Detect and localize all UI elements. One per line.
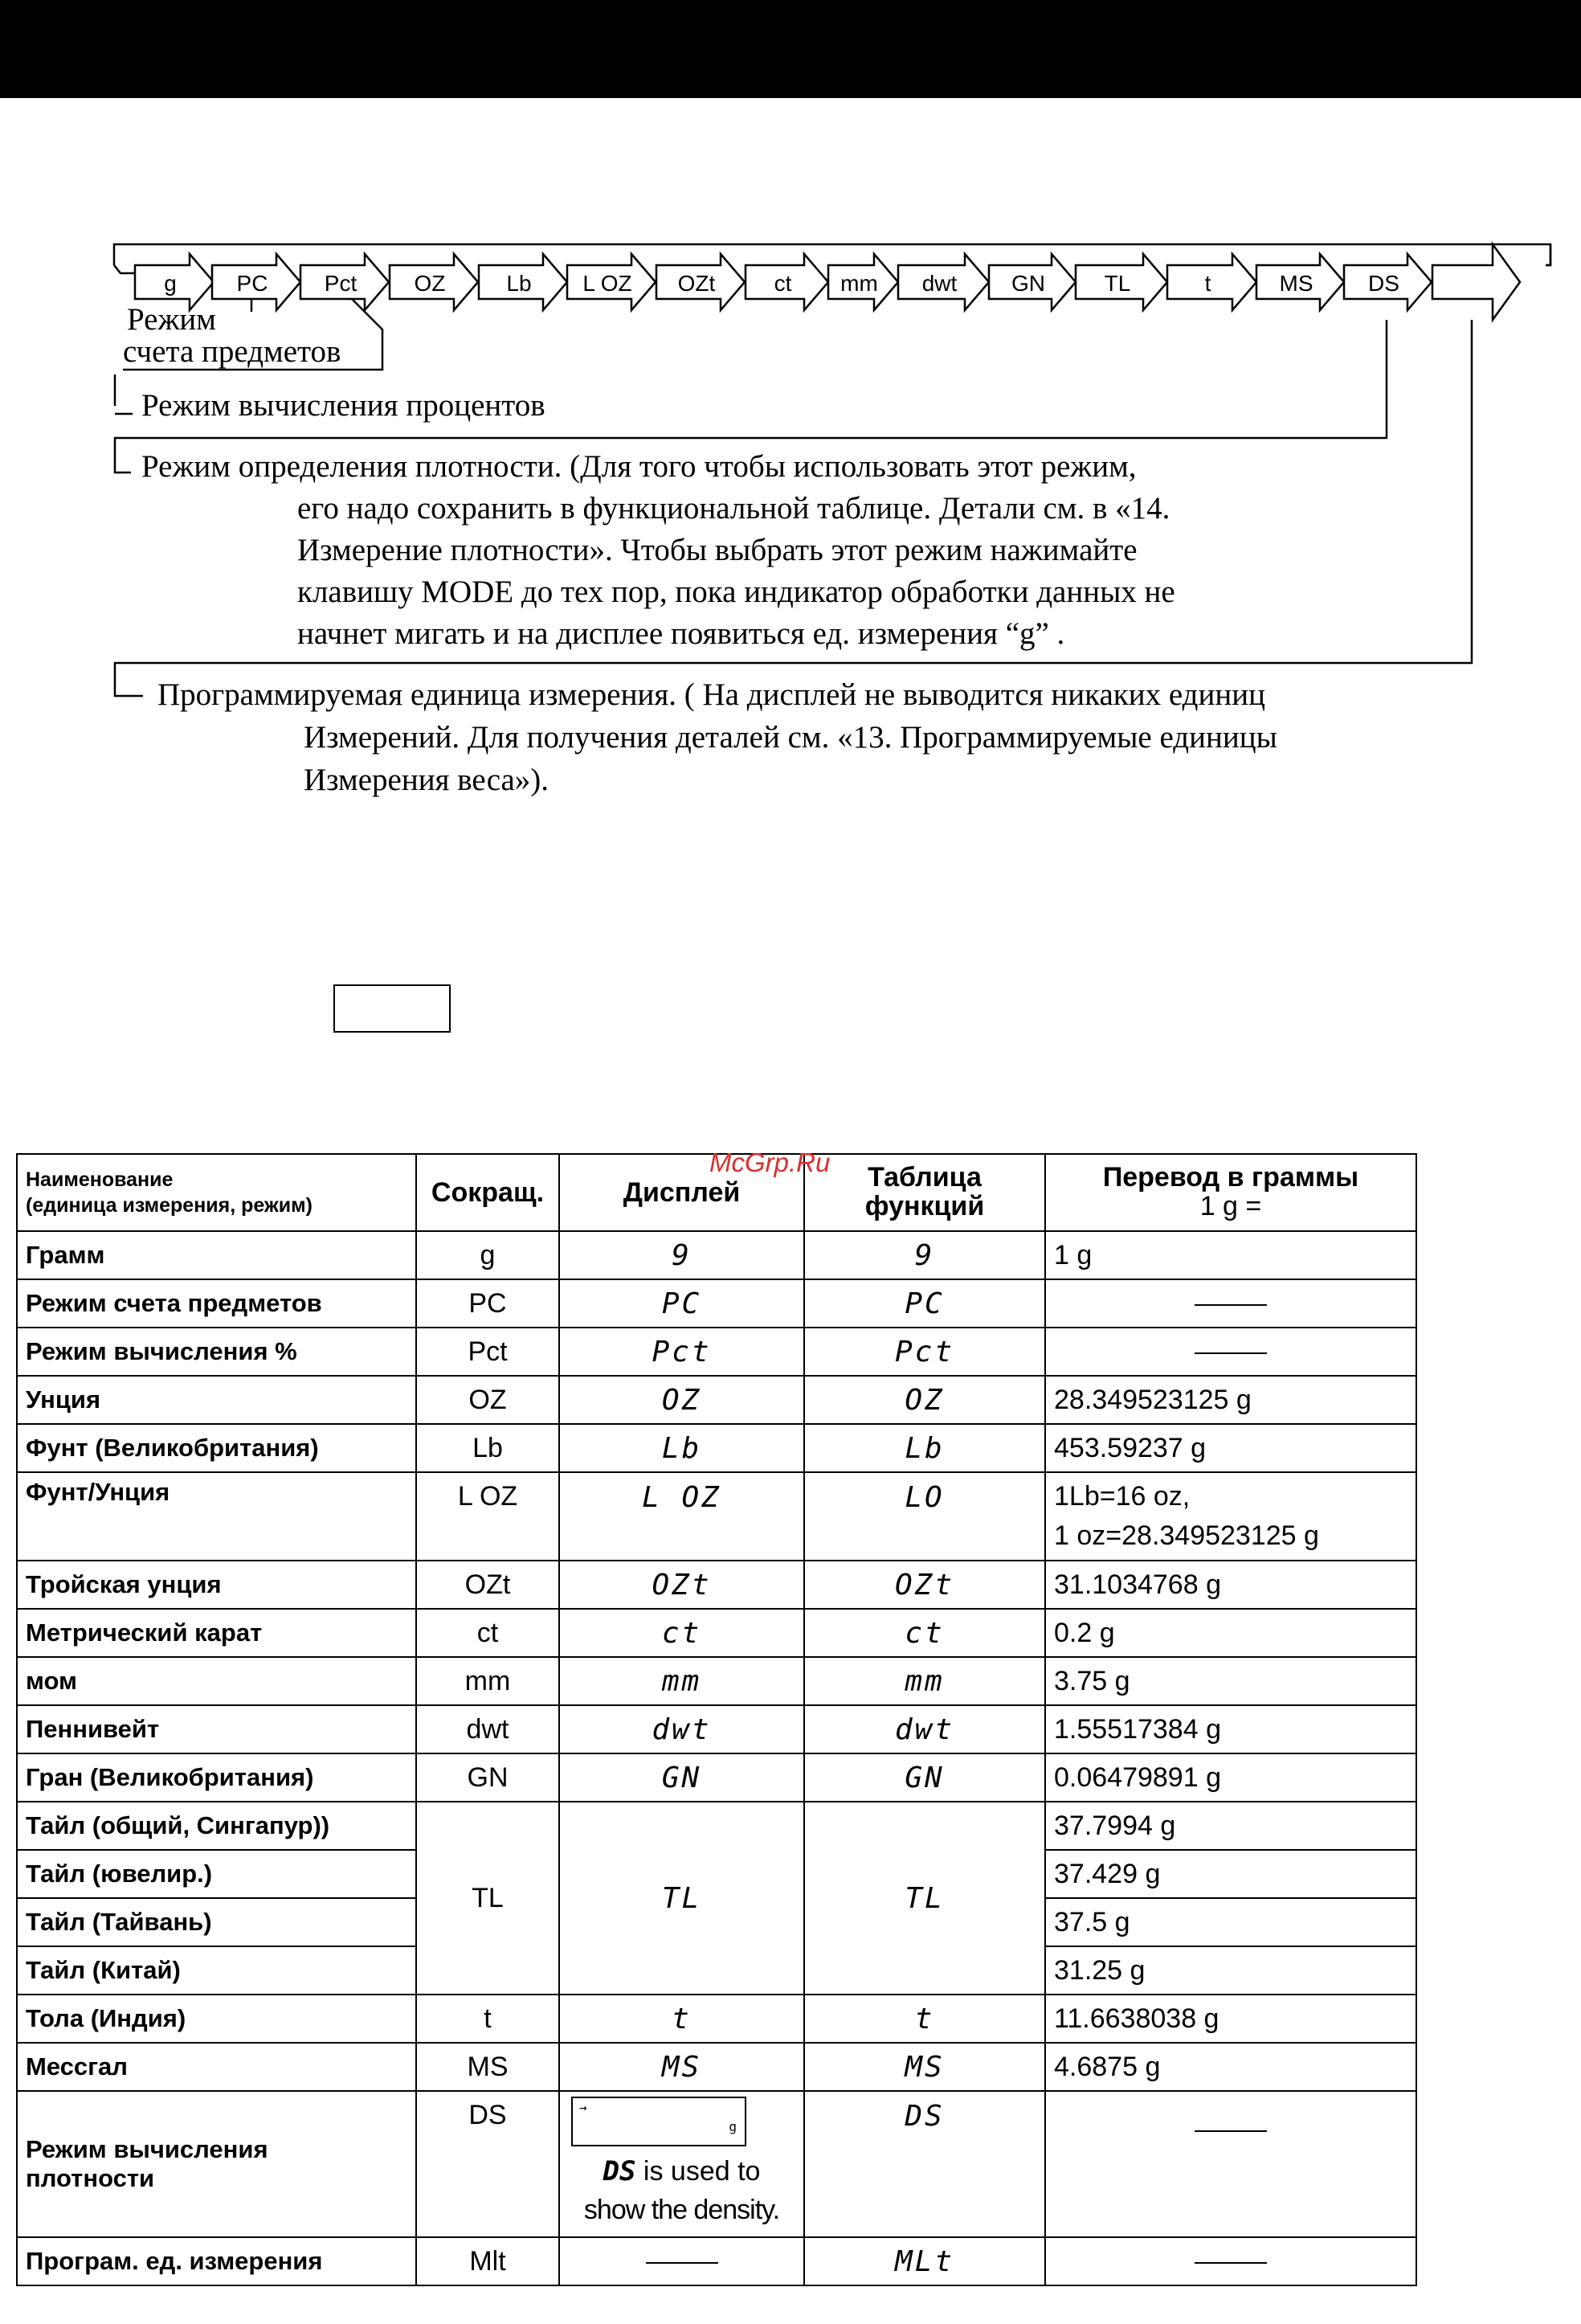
unit-display: OZt (559, 1561, 804, 1609)
mode-arrow-label: MS (1279, 271, 1313, 296)
mode-arrow-label: GN (1011, 271, 1045, 296)
unit-name: Тайл (Тайвань) (17, 1898, 416, 1946)
table-row (17, 1753, 1416, 1802)
unit-function: ct (804, 1609, 1045, 1657)
ds-mode-text-3: Измерение плотности». Чтобы выбрать этот режим нажимайте (297, 533, 1138, 567)
density-name-2: плотности (26, 2164, 155, 2192)
table-row (17, 1328, 1416, 1376)
unit-display-dash (559, 2237, 804, 2285)
unit-function: dwt (804, 1705, 1045, 1753)
unit-name: Тройская унция (17, 1561, 416, 1609)
table-row (17, 1995, 1416, 2043)
lcd-marker: → (579, 2100, 587, 2115)
conversion-value: 1 g (1054, 1239, 1093, 1270)
conversion-value-2: 1 oz=28.349523125 g (1054, 1520, 1319, 1551)
unit-abbr: OZ (416, 1376, 559, 1424)
unit-display: OZ (559, 1376, 804, 1424)
unit-abbr: Lb (416, 1424, 559, 1472)
unit-conversion: 11.6638038 g (1045, 1995, 1416, 2043)
unit-name: Тайл (Китай) (17, 1946, 416, 1995)
unit-name: Тайл (общий, Сингапур)) (17, 1802, 416, 1850)
unit-display: GN (559, 1753, 804, 1802)
unit-conversion-dash (1045, 1328, 1416, 1376)
conversion-value: 28.349523125 g (1054, 1384, 1252, 1415)
unit-function: GN (804, 1753, 1045, 1802)
mode-arrow (1167, 254, 1256, 310)
unit-abbr: Pct (416, 1328, 559, 1376)
unit-function: DS (804, 2091, 1045, 2237)
unit-display: PC (559, 1279, 804, 1328)
unit-abbr: GN (416, 1753, 559, 1802)
loop-return-line (114, 265, 135, 273)
unit-conversion (1045, 1424, 1416, 1472)
mode-arrow-label: ct (774, 271, 792, 296)
unit-name: Пеннивейт (17, 1705, 416, 1753)
empty-frame (333, 984, 451, 1033)
table-row (17, 1705, 1416, 1753)
density-note-1: is used to (635, 2156, 761, 2187)
unit-abbr: mm (416, 1657, 559, 1705)
table-row (17, 1231, 1416, 1279)
unit-name: Мессгал (17, 2043, 416, 2091)
unit-name: Метрический карат (17, 1609, 416, 1657)
table-row (17, 2043, 1416, 2091)
unit-name: Грамм (17, 1231, 416, 1279)
mode-arrow-label: TL (1104, 271, 1131, 296)
ds-mode-text-2: его надо сохранить в функциональной таблице. Детали см. в «14. (297, 491, 1170, 526)
conversion-value: 0.06479891 g (1054, 1761, 1221, 1793)
pc-mode-label: Режим (127, 302, 216, 337)
unit-conversion (1045, 1609, 1416, 1657)
programmable-unit-arrow (1432, 244, 1520, 320)
unit-display: Pct (559, 1328, 804, 1376)
unit-conversion: 37.429 g (1045, 1850, 1416, 1898)
unit-conversion: 31.25 g (1045, 1946, 1416, 1995)
mode-arrow-label: L OZ (582, 271, 632, 296)
unit-name (17, 2091, 416, 2237)
unit-abbr: MS (416, 2043, 559, 2091)
pct-mode-text: Режим вычисления процентов (141, 388, 545, 423)
lcd-display-illustration (571, 2097, 746, 2146)
table-row (17, 1279, 1416, 1328)
unit-name: Режим счета предметов (17, 1279, 416, 1328)
mode-arrow-label: dwt (921, 271, 958, 296)
unit-abbr: t (416, 1995, 559, 2043)
mode-arrow-label: PC (236, 271, 268, 296)
watermark: McGrp.Ru (709, 1148, 831, 1177)
unit-abbr: TL (416, 1802, 559, 1995)
mode-arrow-label: Lb (506, 271, 532, 296)
conversion-value: 1Lb=16 oz, (1054, 1481, 1191, 1512)
unit-function: TL (804, 1802, 1045, 1995)
table-row (17, 1802, 1416, 1850)
unit-abbr: OZt (416, 1561, 559, 1609)
table-row (17, 1376, 1416, 1424)
density-display-cell (559, 2091, 804, 2237)
unit-conversion (1045, 1376, 1416, 1424)
mode-arrow-label: t (1204, 271, 1211, 296)
header-abbr: Сокращ. (416, 1154, 559, 1231)
ds-icon: DS (603, 2155, 636, 2187)
density-note (560, 2153, 803, 2229)
unit-function: MS (804, 2043, 1045, 2091)
ds-mode-text-4: клавишу MODE до тех пор, пока индикатор обработки данных не (297, 575, 1175, 609)
unit-name: Фунт (Великобритания) (17, 1424, 416, 1472)
unit-conversion-dash (1045, 1279, 1416, 1328)
unit-conversion: 4.6875 g (1045, 2043, 1416, 2091)
unit-conversion (1045, 1472, 1416, 1561)
mode-arrow-label: OZ (414, 271, 446, 296)
unit-function: LO (804, 1472, 1045, 1561)
unit-function: mm (804, 1657, 1045, 1705)
unit-conversion (1045, 1561, 1416, 1609)
dash-line (1195, 2130, 1267, 2132)
unit-display: Lb (559, 1424, 804, 1472)
unit-conversion-dash (1045, 2091, 1416, 2237)
dash-line (646, 2262, 718, 2264)
table-row (17, 1561, 1416, 1609)
unit-abbr: g (416, 1231, 559, 1279)
conversion-value: 1.55517384 g (1054, 1713, 1221, 1745)
unit-conversion (1045, 1753, 1416, 1802)
pc-mode-label-2: счета предметов (123, 334, 341, 369)
header-display: Дисплей (559, 1154, 804, 1231)
unit-name: Гран (Великобритания) (17, 1753, 416, 1802)
unit-conversion: 37.7994 g (1045, 1802, 1416, 1850)
conversion-value: 0.2 g (1054, 1617, 1115, 1648)
mode-arrow-label: mm (840, 271, 878, 296)
dash-line (1195, 1352, 1267, 1354)
unit-function: Lb (804, 1424, 1045, 1472)
unit-conversion (1045, 1657, 1416, 1705)
header-function-table: Таблица функций (804, 1154, 1045, 1231)
unit-display: MS (559, 2043, 804, 2091)
unit-display: ct (559, 1609, 804, 1657)
lcd-unit: g (729, 2119, 737, 2134)
unit-function: OZ (804, 1376, 1045, 1424)
header-name: Наименование (единица измерения, режим) (17, 1154, 416, 1231)
unit-function: t (804, 1995, 1045, 2043)
unit-function: OZt (804, 1561, 1045, 1609)
mode-arrow-label: Pct (324, 271, 357, 296)
unit-name: Тайл (ювелир.) (17, 1850, 416, 1898)
table-row (17, 1657, 1416, 1705)
header-conversion: Перевод в граммы 1 g = (1045, 1154, 1416, 1231)
density-note-2: show the density. (583, 2194, 780, 2225)
unit-abbr: DS (416, 2091, 559, 2237)
table-row (17, 1472, 1416, 1561)
unit-abbr: L OZ (416, 1472, 559, 1561)
ds-mode-text-1: Режим определения плотности. (Для того чтобы использовать этот режим, (141, 449, 1137, 484)
unit-abbr: dwt (416, 1705, 559, 1753)
unit-conversion-dash (1045, 2237, 1416, 2285)
table-row (17, 1424, 1416, 1472)
unit-name: Тола (Индия) (17, 1995, 416, 2043)
mode-arrow-label: g (164, 271, 177, 296)
unit-name: Режим вычисления % (17, 1328, 416, 1376)
table-row-density (17, 2091, 1416, 2237)
unit-abbr: Mlt (416, 2237, 559, 2285)
units-table (16, 1153, 1417, 2286)
unit-abbr: ct (416, 1609, 559, 1657)
unit-function: Pct (804, 1328, 1045, 1376)
ds-mode-text-5: начнет мигать и на дисплее появиться ед. измерения “g” . (297, 616, 1065, 651)
mode-arrow-label: OZt (677, 271, 716, 296)
unit-display: 9 (559, 1231, 804, 1279)
unit-name: Унция (17, 1376, 416, 1424)
conversion-value: 453.59237 g (1054, 1432, 1207, 1463)
mode-arrow-label: DS (1368, 271, 1399, 296)
unit-conversion (1045, 1231, 1416, 1279)
prog-unit-text-2: Измерений. Для получения деталей см. «13. Программируемые единицы (304, 720, 1277, 755)
unit-conversion (1045, 1705, 1416, 1753)
prog-unit-text-3: Измерения веса»). (304, 763, 549, 797)
dash-line (1195, 1304, 1267, 1306)
conversion-value: 31.1034768 g (1054, 1569, 1221, 1600)
unit-display: dwt (559, 1705, 804, 1753)
unit-name: Фунт/Унция (17, 1472, 416, 1561)
unit-name: Програм. ед. измерения (17, 2237, 416, 2285)
unit-function: 9 (804, 1231, 1045, 1279)
unit-name: мом (17, 1657, 416, 1705)
dash-line (1195, 2262, 1267, 2264)
density-name-1: Режим вычисления (26, 2135, 268, 2163)
unit-function: MLt (804, 2237, 1045, 2285)
prog-unit-text-1: Программируемая единица измерения. ( На дисплей не выводится никаких единиц (157, 677, 1265, 712)
unit-conversion: 37.5 g (1045, 1898, 1416, 1946)
conversion-value: 3.75 g (1054, 1665, 1130, 1696)
table-row (17, 1609, 1416, 1657)
unit-function: PC (804, 1279, 1045, 1328)
unit-display: t (559, 1995, 804, 2043)
unit-abbr: PC (416, 1279, 559, 1328)
table-row (17, 2237, 1416, 2285)
unit-display: TL (559, 1802, 804, 1995)
unit-display: mm (559, 1657, 804, 1705)
unit-display: L OZ (559, 1472, 804, 1561)
